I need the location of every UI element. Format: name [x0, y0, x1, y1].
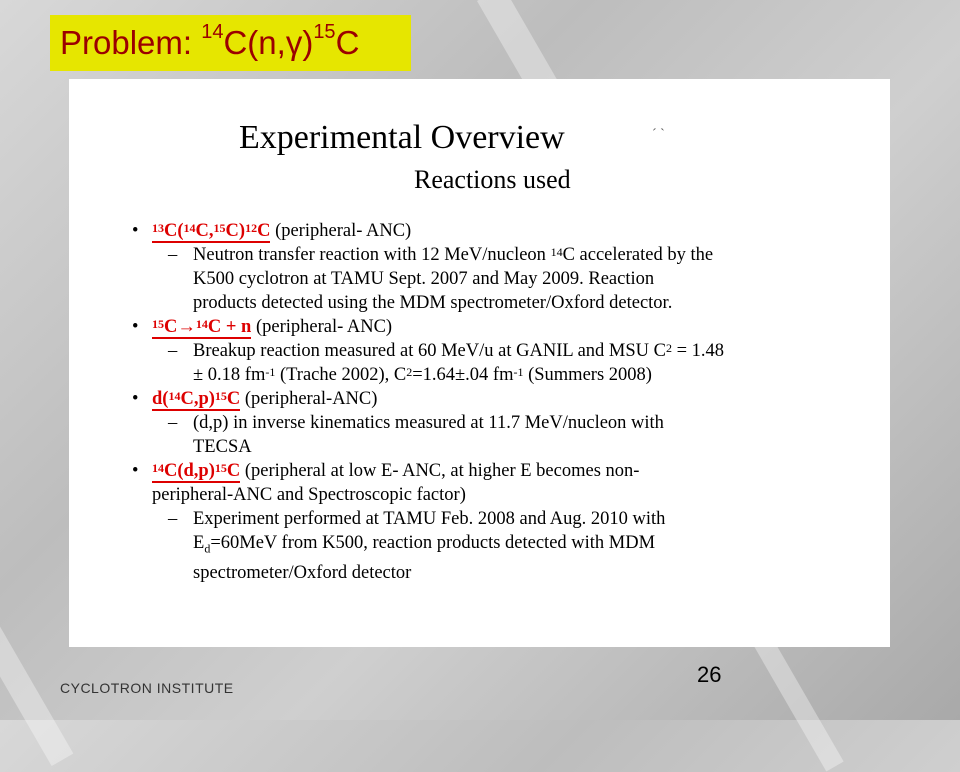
sub-item: – Experiment performed at TAMU Feb. 2008 and Aug. 2010 with	[168, 509, 666, 529]
panel-scribble: ´ `	[652, 127, 665, 142]
title-prefix: Problem:	[60, 24, 202, 61]
list-item-continuation: peripheral-ANC and Spectroscopic factor)	[152, 485, 466, 505]
sub-item: – (d,p) in inverse kinematics measured at 11.7 MeV/nucleon with	[168, 413, 664, 433]
page-number: 26	[697, 662, 722, 687]
reaction-note: (peripheral- ANC)	[251, 317, 393, 337]
title-gamma: γ	[285, 24, 303, 61]
reaction-note: (peripheral-ANC)	[240, 389, 378, 409]
sub-item-line: products detected using the MDM spectrometer/Oxford detector.	[193, 293, 673, 313]
dash-icon: –	[168, 341, 178, 361]
title-mass-b: 15	[313, 21, 336, 43]
dash-icon: –	[168, 509, 178, 529]
reaction-note: (peripheral at low E- ANC, at higher E becomes non-	[240, 461, 640, 481]
list-item	[130, 315, 870, 339]
bullet-icon: •	[132, 317, 139, 337]
slide-title	[50, 15, 411, 71]
sub-item: – Neutron transfer reaction with 12 MeV/nucleon $^{14}$C accelerated by the	[168, 245, 714, 265]
reaction-label: $^{14}C(d,p)^{15}C$	[152, 461, 241, 481]
panel-subheading: Reactions used	[414, 165, 571, 194]
list-item	[130, 459, 870, 483]
sub-item-line: $E_d=60MeV$ from K500, reaction products detected with MDM	[193, 533, 656, 556]
sub-item-line: ± 0.18 $fm^{-1}$ (Trache 2002), $C^2=1.64\pm.04$ $fm^{-1}$ (Summers 2008)	[193, 365, 652, 385]
bullet-icon: •	[132, 221, 139, 241]
dash-icon: –	[168, 413, 178, 433]
list-item	[130, 219, 870, 243]
sub-item-line: TECSA	[193, 437, 252, 457]
reaction-list	[130, 219, 870, 585]
footer-label: CYCLOTRON INSTITUTE	[60, 680, 234, 696]
reaction-label: $d(^{14}C,p)^{15}C$	[152, 389, 241, 409]
reaction-label: $^{13}C(^{14}C,^{15}C)^{12}C$	[152, 221, 271, 241]
sub-item: – Breakup reaction measured at 60 MeV/u at GANIL and MSU $C^2 = 1.48$	[168, 341, 725, 361]
title-mass-a: 14	[201, 21, 224, 43]
reaction-label: $^{15}$C→$^{14}$C + n	[152, 317, 252, 337]
bullet-icon: •	[132, 461, 139, 481]
sub-item-line: spectrometer/Oxford detector	[193, 562, 412, 583]
dash-icon: –	[168, 245, 178, 265]
bullet-icon: •	[132, 389, 139, 409]
title-element-b: C	[335, 24, 360, 61]
list-item	[130, 387, 870, 411]
reaction-note: (peripheral- ANC)	[270, 221, 412, 241]
title-element-a: C(n,	[223, 24, 286, 61]
title-close: )	[302, 24, 314, 61]
sub-item-line: K500 cyclotron at TAMU Sept. 2007 and May 2009. Reaction	[193, 269, 655, 289]
panel-heading: Experimental Overview	[239, 119, 565, 156]
content-panel	[69, 79, 890, 647]
